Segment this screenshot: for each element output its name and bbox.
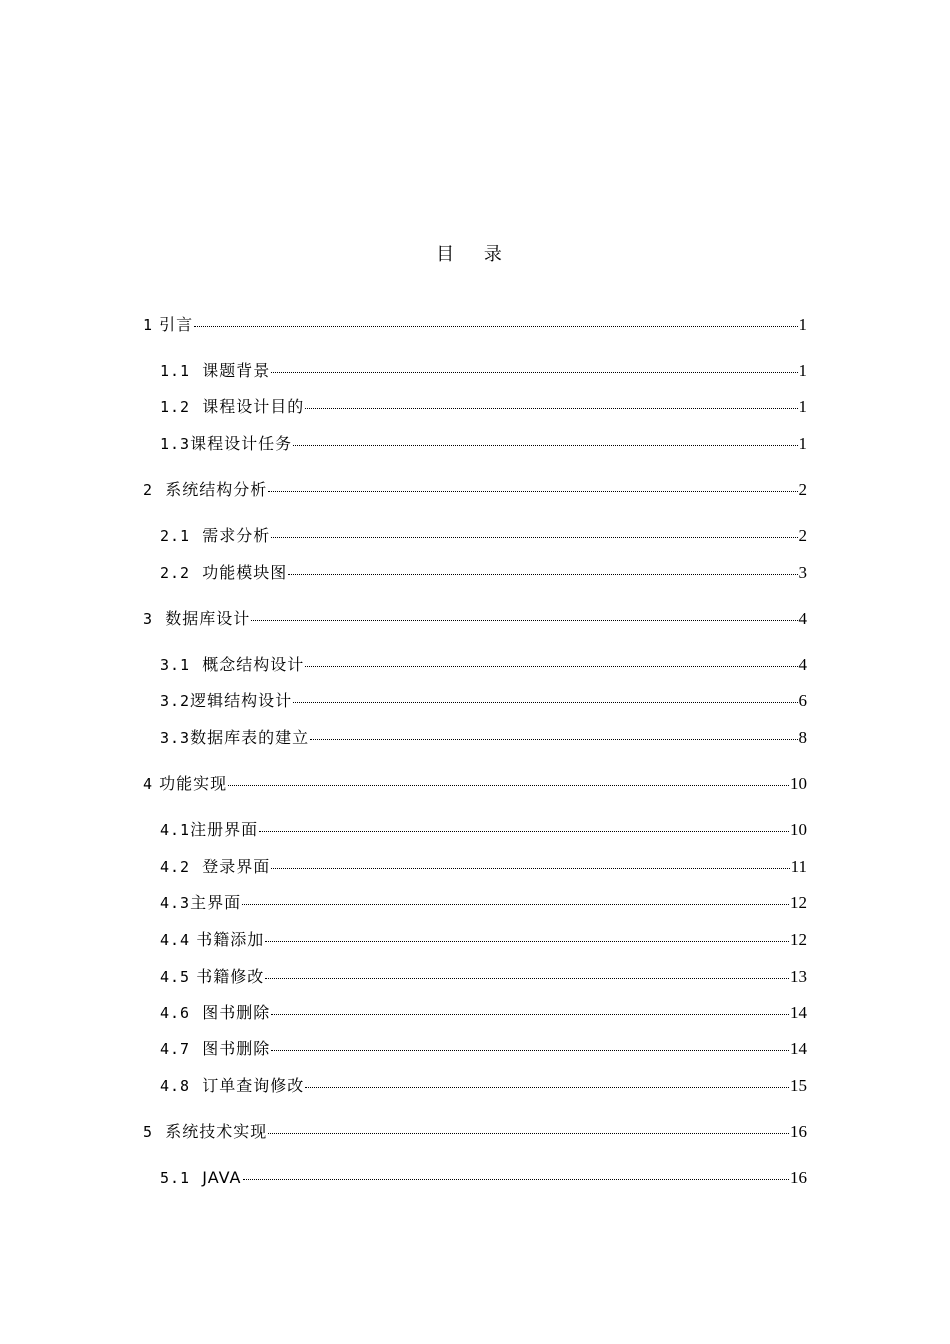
toc-entry-number: 4.7	[160, 1040, 191, 1058]
toc-dot-leader	[310, 738, 797, 740]
toc-entry-text: 功能模块图	[202, 563, 288, 582]
toc-page-number: 1	[798, 434, 807, 453]
toc-entry-separator	[190, 361, 202, 380]
toc-entry-number: 1.2	[160, 398, 191, 416]
toc-entry[interactable]	[160, 654, 807, 676]
toc-entry-label	[143, 314, 193, 336]
toc-entry-number: 3.3	[160, 729, 191, 747]
toc-entry-label	[160, 966, 264, 988]
toc-entry-text: 订单查询修改	[202, 1076, 305, 1095]
toc-page-number: 8	[798, 728, 807, 747]
toc-entry-number: 1.3	[160, 435, 191, 453]
toc-entry-separator	[190, 1003, 202, 1022]
toc-entry-label	[160, 856, 270, 878]
toc-entry[interactable]	[143, 314, 807, 336]
toc-entry-number: 4.2	[160, 858, 191, 876]
toc-entry-text: 主界面	[190, 893, 242, 912]
toc-entry[interactable]	[160, 856, 807, 878]
toc-entry-label	[160, 892, 241, 914]
toc-entry-number: 2	[143, 481, 154, 499]
toc-page-number: 4	[798, 609, 807, 628]
toc-dot-leader	[271, 1013, 789, 1015]
toc-entry-label	[160, 433, 292, 455]
toc-entry-separator	[153, 1122, 165, 1141]
toc-entry-number: 4.3	[160, 894, 191, 912]
toc-entry-text: 课题背景	[202, 361, 271, 380]
toc-page-number: 16	[790, 1168, 807, 1187]
toc-entry-text: 功能实现	[159, 774, 228, 793]
toc-dot-leader	[243, 1178, 790, 1180]
toc-entry-label	[160, 1075, 304, 1097]
toc-title: 目 录	[436, 244, 514, 265]
toc-entry-number: 2.1	[160, 527, 191, 545]
toc-page-number: 10	[790, 820, 807, 839]
toc-entry[interactable]	[160, 727, 807, 749]
toc-entry-label	[143, 608, 250, 630]
toc-page-number: 10	[790, 774, 807, 793]
toc-entry-separator	[153, 480, 165, 499]
toc-entry-separator	[190, 526, 202, 545]
toc-entry-number: 5.1	[160, 1169, 191, 1187]
toc-entry-number: 4.4	[160, 931, 191, 949]
toc-entry-separator	[190, 857, 202, 876]
toc-entry-number: 2.2	[160, 564, 191, 582]
toc-entry-number: 1	[143, 316, 154, 334]
toc-entry[interactable]	[160, 562, 807, 584]
toc-entry-label	[160, 690, 292, 712]
toc-dot-leader	[293, 444, 797, 446]
toc-entry[interactable]	[160, 396, 807, 418]
toc-page-number: 15	[790, 1076, 807, 1095]
toc-entry-separator	[153, 609, 165, 628]
toc-dot-leader	[268, 490, 797, 492]
toc-entry-label	[160, 396, 304, 418]
toc-entry-text: 系统技术实现	[165, 1122, 268, 1141]
toc-entry-text: 图书删除	[202, 1003, 271, 1022]
toc-entry-separator	[190, 397, 202, 416]
toc-entry[interactable]	[160, 1038, 807, 1060]
toc-dot-leader	[305, 407, 797, 409]
toc-page-number: 2	[798, 526, 807, 545]
toc-dot-leader	[271, 867, 789, 869]
toc-entry-text: 书籍添加	[196, 930, 265, 949]
toc-dot-leader	[305, 1086, 789, 1088]
toc-entry[interactable]	[160, 929, 807, 951]
toc-entry[interactable]	[160, 1075, 807, 1097]
toc-dot-leader	[271, 536, 797, 538]
toc-entry-number: 5	[143, 1123, 154, 1141]
toc-page-number: 6	[798, 691, 807, 710]
toc-entry-number: 4	[143, 775, 154, 793]
toc-entry[interactable]	[160, 819, 807, 841]
toc-page-number: 3	[798, 563, 807, 582]
toc-entry-separator	[190, 1039, 202, 1058]
toc-entry-number: 4.1	[160, 821, 191, 839]
toc-entry[interactable]	[143, 608, 807, 630]
toc-entry-text: JAVA	[202, 1168, 242, 1187]
toc-entry-text: 登录界面	[202, 857, 271, 876]
toc-dot-leader	[242, 903, 789, 905]
toc-entry-text: 课程设计任务	[190, 434, 293, 453]
toc-entry-label	[160, 1038, 270, 1060]
toc-page-number: 13	[790, 967, 807, 986]
toc-entry-separator	[190, 1168, 202, 1187]
toc-entry-number: 4.8	[160, 1077, 191, 1095]
toc-entry[interactable]	[143, 773, 807, 795]
toc-page-number: 14	[790, 1039, 807, 1058]
toc-entry-number: 3	[143, 610, 154, 628]
toc-entry-label	[160, 360, 270, 382]
toc-entry[interactable]	[160, 433, 807, 455]
toc-entry-label	[143, 1121, 267, 1143]
toc-entry-label	[143, 773, 227, 795]
toc-entry[interactable]	[160, 1167, 807, 1189]
toc-entry-number: 3.2	[160, 692, 191, 710]
toc-entry-text: 图书删除	[202, 1039, 271, 1058]
toc-entry-label	[160, 819, 258, 841]
toc-dot-leader	[251, 619, 797, 621]
toc-entry-text: 逻辑结构设计	[190, 691, 293, 710]
toc-entry-label	[160, 929, 264, 951]
toc-entry-text: 课程设计目的	[202, 397, 305, 416]
toc-page-number: 16	[790, 1122, 807, 1141]
toc-entry-number: 3.1	[160, 656, 191, 674]
toc-page-number: 2	[798, 480, 807, 499]
toc-dot-leader	[228, 784, 789, 786]
toc-entry-number: 4.5	[160, 968, 191, 986]
toc-entry-number: 4.6	[160, 1004, 191, 1022]
toc-entry-separator	[190, 563, 202, 582]
toc-entry-text: 注册界面	[190, 820, 259, 839]
toc-entry[interactable]	[143, 1121, 807, 1143]
toc-entry-text: 数据库表的建立	[190, 728, 310, 747]
toc-entry-label	[160, 727, 309, 749]
toc-entry[interactable]	[160, 892, 807, 914]
toc-entry-number: 1.1	[160, 362, 191, 380]
toc-page-number: 1	[798, 361, 807, 380]
toc-dot-leader	[271, 371, 797, 373]
toc-entry-separator	[190, 655, 202, 674]
toc-entry[interactable]	[160, 525, 807, 547]
toc-entry-label	[160, 654, 304, 676]
toc-entry-text: 数据库设计	[165, 609, 251, 628]
toc-entry-label	[160, 525, 270, 547]
toc-dot-leader	[265, 977, 789, 979]
toc-entry-label	[160, 1002, 270, 1024]
toc-entry-text: 系统结构分析	[165, 480, 268, 499]
toc-dot-leader	[268, 1132, 789, 1134]
toc-page-number: 11	[790, 857, 807, 876]
toc-page-number: 14	[790, 1003, 807, 1022]
toc-dot-leader	[259, 830, 789, 832]
toc-entry[interactable]	[160, 360, 807, 382]
toc-entry-text: 需求分析	[202, 526, 271, 545]
toc-page-number: 1	[798, 315, 807, 334]
toc-entry-text: 引言	[159, 315, 194, 334]
toc-dot-leader	[265, 940, 789, 942]
toc-entry-separator	[190, 1076, 202, 1095]
toc-dot-leader	[194, 325, 797, 327]
toc-entry-text: 书籍修改	[196, 967, 265, 986]
toc-entry-label	[160, 1167, 242, 1189]
toc-entry[interactable]	[143, 479, 807, 501]
toc-page-number: 1	[798, 397, 807, 416]
toc-entry[interactable]	[160, 966, 807, 988]
toc-page-number: 12	[790, 893, 807, 912]
toc-page-number: 12	[790, 930, 807, 949]
toc-entry-label	[160, 562, 287, 584]
toc-entry-text: 概念结构设计	[202, 655, 305, 674]
toc-dot-leader	[288, 573, 797, 575]
toc-entry-label	[143, 479, 267, 501]
toc-entry[interactable]	[160, 690, 807, 712]
toc-entry[interactable]	[160, 1002, 807, 1024]
toc-page-number: 4	[798, 655, 807, 674]
toc-dot-leader	[293, 701, 797, 703]
toc-dot-leader	[305, 665, 797, 667]
toc-dot-leader	[271, 1049, 789, 1051]
